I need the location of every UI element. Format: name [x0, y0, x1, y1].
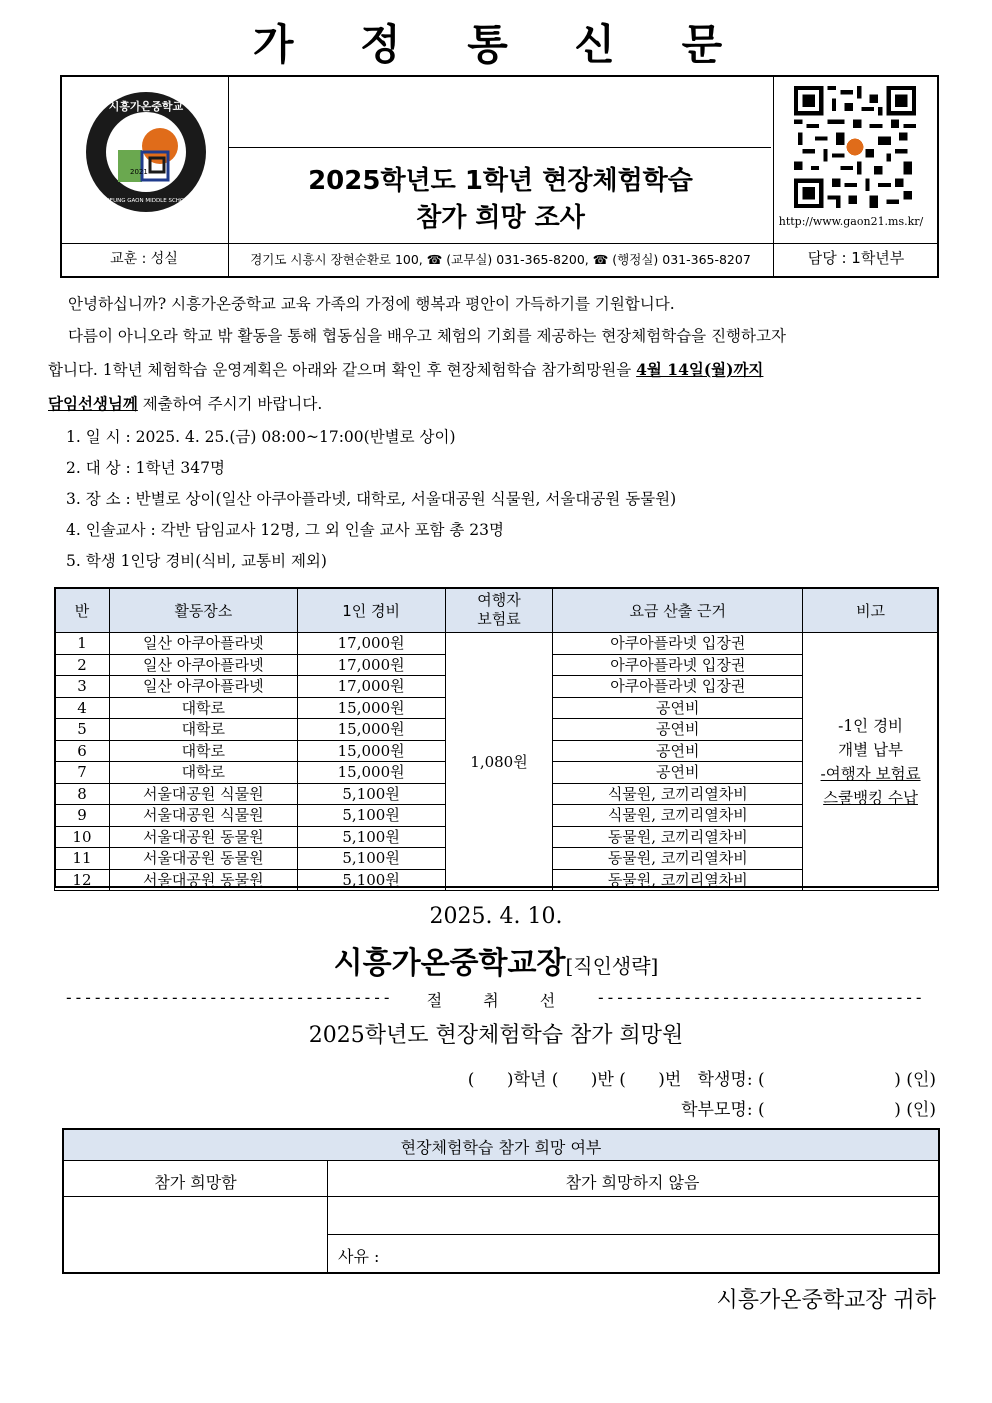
- deadline-date: 4월 14일(월)까지: [636, 360, 764, 379]
- greeting-text: 안녕하십니까? 시흥가온중학교 교육 가족의 가정에 행복과 평안이 가득하기를 기원합니다.: [68, 295, 675, 313]
- cell-place: 대학로: [109, 697, 297, 719]
- cell-cost: 5,100원: [297, 826, 445, 848]
- cell-cost: 15,000원: [297, 719, 445, 741]
- cell-place: 대학로: [109, 762, 297, 784]
- cell-basis: 동물원, 코끼리열차비: [553, 848, 803, 870]
- student-info-line[interactable]: ( )학년 ( )반 ( )번 학생명: ( ) (인): [467, 1070, 936, 1090]
- cell-basis: 아쿠아플라넷 입장권: [553, 633, 803, 655]
- cell-class: 7: [55, 762, 110, 784]
- cell-basis: 동물원, 코끼리열차비: [553, 826, 803, 848]
- svg-text:2021: 2021: [130, 168, 148, 176]
- intro-line-4: 담임선생님께 제출하여 주시기 바랍니다.: [48, 394, 323, 413]
- note-line: -여행자 보험료: [820, 764, 921, 783]
- cell-cost: 5,100원: [297, 805, 445, 827]
- fee-table: [54, 587, 939, 891]
- cell-place: 서울대공원 동물원: [109, 826, 297, 848]
- submit-to: 담임선생님께: [48, 394, 138, 413]
- option-participate[interactable]: 참가 희망함: [154, 1173, 237, 1192]
- cell-class: 3: [55, 676, 110, 698]
- cell-place: 서울대공원 식물원: [109, 783, 297, 805]
- cell-cost: 5,100원: [297, 848, 445, 870]
- cell-place: 대학로: [109, 719, 297, 741]
- subtitle-line-1: 2025학년도 1학년 현장체험학습: [308, 166, 693, 196]
- page-title: 가 정 통 신 문: [252, 20, 749, 69]
- cell-insurance: 1,080원: [445, 633, 553, 891]
- cell-place: 일산 아쿠아플라넷: [109, 633, 297, 655]
- closing-addressee: 시흥가온중학교장 귀하: [716, 1288, 936, 1313]
- col-header-class: 반: [55, 588, 110, 633]
- cut-line-label: 절 취 선: [426, 991, 574, 1010]
- cell-place: 일산 아쿠아플라넷: [109, 676, 297, 698]
- cell-class: 1: [55, 633, 110, 655]
- list-item: 5. 학생 1인당 경비(식비, 교통비 제외): [66, 552, 327, 570]
- table-row: [55, 633, 939, 655]
- cell-class: 10: [55, 826, 110, 848]
- svg-text:시흥가온중학교: 시흥가온중학교: [108, 100, 184, 113]
- col-header-place: 활동장소: [109, 588, 297, 633]
- principal-signature: 시흥가온중학교장[직인생략]: [333, 946, 659, 981]
- note-line: 스쿨뱅킹 수납: [823, 788, 918, 807]
- subtitle-line-2: 참가 희망 조사: [416, 203, 585, 233]
- cut-line-right: ----------------------------------: [596, 988, 924, 1007]
- cell-class: 12: [55, 869, 110, 891]
- participation-box: [62, 1128, 940, 1274]
- intro-line-3: 합니다. 1학년 체험학습 운영계획은 아래와 같으며 확인 후 현장체험학습 참가희망원을 4월 14일(월)까지: [48, 360, 764, 379]
- cell-cost: 15,000원: [297, 740, 445, 762]
- cell-class: 2: [55, 654, 110, 676]
- cell-cost: 17,000원: [297, 633, 445, 655]
- school-address: 경기도 시흥시 장현순환로 100, ☎ (교무실) 031-365-8200, ☎ (행정실) 031-365-8207: [250, 252, 751, 267]
- school-motto: 교훈 : 성실: [110, 251, 178, 267]
- cell-class: 4: [55, 697, 110, 719]
- note-line: -1인 경비: [838, 716, 904, 735]
- cell-place: 대학로: [109, 740, 297, 762]
- table-header-row: [55, 588, 939, 633]
- cell-basis: 공연비: [553, 719, 803, 741]
- cell-cost: 15,000원: [297, 697, 445, 719]
- issue-date: 2025. 4. 10.: [429, 904, 563, 929]
- list-item: 3. 장 소 : 반별로 상이(일산 아쿠아플라넷, 대학로, 서울대공원 식물원, 서울대공원 동물원): [66, 490, 677, 508]
- cell-place: 서울대공원 동물원: [109, 848, 297, 870]
- cell-class: 8: [55, 783, 110, 805]
- list-item: 1. 일 시 : 2025. 4. 25.(금) 08:00~17:00(반별로 상이): [66, 428, 456, 446]
- cell-cost: 5,100원: [297, 783, 445, 805]
- note-line: 개별 납부: [838, 740, 903, 759]
- cell-basis: 공연비: [553, 697, 803, 719]
- box-title: 현장체험학습 참가 희망 여부: [400, 1138, 602, 1157]
- reason-field[interactable]: [394, 1238, 932, 1268]
- website-link[interactable]: http://www.gaon21.ms.kr/: [778, 215, 924, 228]
- cell-place: 서울대공원 식물원: [109, 805, 297, 827]
- cell-class: 11: [55, 848, 110, 870]
- parent-info-line[interactable]: 학부모명: ( ) (인): [681, 1100, 936, 1120]
- cell-class: 5: [55, 719, 110, 741]
- cell-class: 9: [55, 805, 110, 827]
- cell-cost: 17,000원: [297, 654, 445, 676]
- cell-basis: 공연비: [553, 740, 803, 762]
- col-header-cost: 1인 경비: [297, 588, 445, 633]
- intro-line-2: 다름이 아니오라 학교 밖 활동을 통해 협동심을 배우고 체험의 기회를 제공하는 현장체험학습을 진행하고자: [68, 327, 786, 345]
- option-not-participate[interactable]: 참가 희망하지 않음: [565, 1173, 700, 1192]
- cell-basis: 식물원, 코끼리열차비: [553, 805, 803, 827]
- cell-cost: 5,100원: [297, 869, 445, 891]
- contact-department: 담당 : 1학년부: [807, 249, 905, 267]
- col-header-insurance: 여행자 보험료: [445, 588, 553, 633]
- cell-basis: 동물원, 코끼리열차비: [553, 869, 803, 891]
- cut-line-left: ----------------------------------: [64, 988, 392, 1007]
- cell-class: 6: [55, 740, 110, 762]
- qr-code-icon[interactable]: [794, 86, 916, 208]
- cell-cost: 15,000원: [297, 762, 445, 784]
- svg-text:SIHEUNG GAON MIDDLE SCHOOL: SIHEUNG GAON MIDDLE SCHOOL: [100, 198, 192, 204]
- reason-label: 사유 :: [338, 1247, 380, 1266]
- cell-cost: 17,000원: [297, 676, 445, 698]
- participate-check-cell[interactable]: [64, 1196, 327, 1272]
- cell-basis: 아쿠아플라넷 입장권: [553, 676, 803, 698]
- cell-note: [803, 633, 939, 891]
- cell-basis: 아쿠아플라넷 입장권: [553, 654, 803, 676]
- cell-basis: 공연비: [553, 762, 803, 784]
- not-participate-check-cell[interactable]: [328, 1196, 938, 1234]
- cell-place: 일산 아쿠아플라넷: [109, 654, 297, 676]
- col-header-note: 비고: [803, 588, 939, 633]
- cell-basis: 식물원, 코끼리열차비: [553, 783, 803, 805]
- list-item: 4. 인솔교사 : 각반 담임교사 12명, 그 외 인솔 교사 포함 총 23명: [66, 521, 504, 539]
- list-item: 2. 대 상 : 1학년 347명: [66, 459, 225, 477]
- cell-place: 서울대공원 동물원: [109, 869, 297, 891]
- form-title: 2025학년도 현장체험학습 참가 희망원: [308, 1023, 684, 1048]
- school-logo: [84, 90, 208, 214]
- col-header-basis: 요금 산출 근거: [553, 588, 803, 633]
